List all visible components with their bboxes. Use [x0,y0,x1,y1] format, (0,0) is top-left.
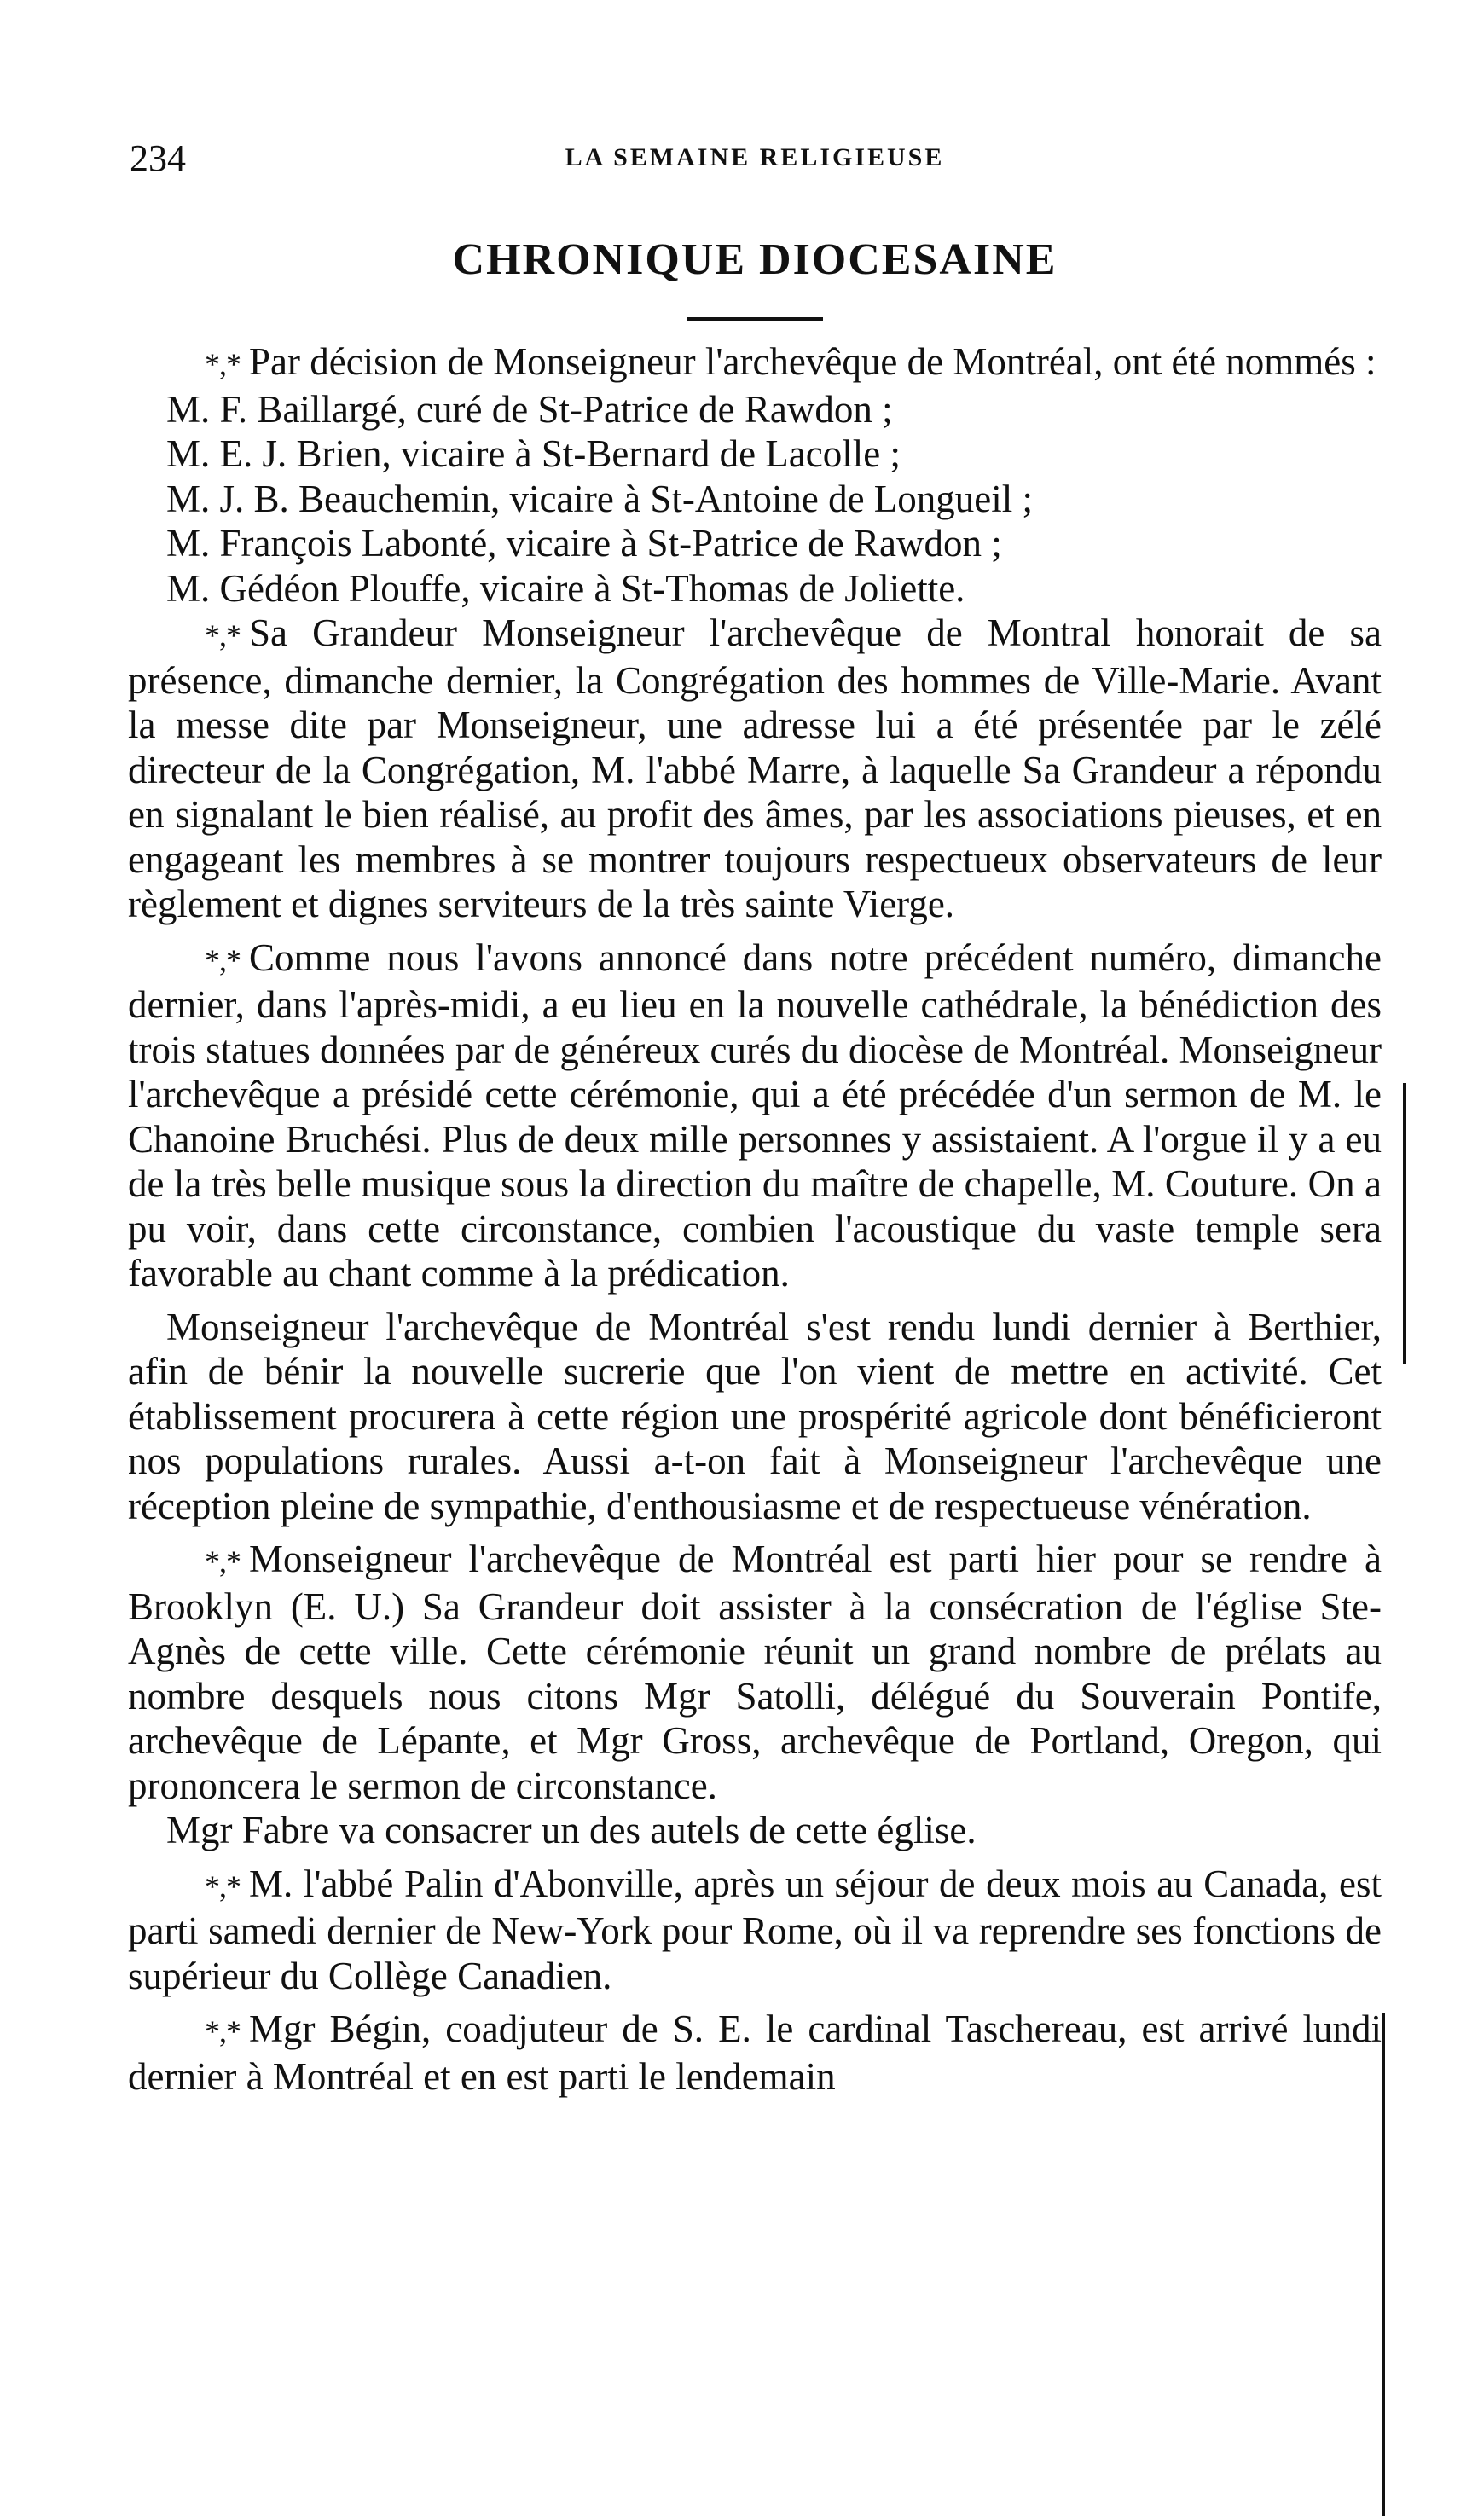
paragraph-text: Comme nous l'avons annoncé dans notre précédent numéro, dimanche dernier, dans l'après-midi, a eu lieu en la nouvelle cathédrale, la bénédiction des trois statues données par de généreux curés du diocèse de Montréal. Monseigneur l'archevêque a présidé cette cérémonie, qui a été précédée d'un sermon de M. le Chanoine Bruchési. Plus de deux mille personnes y assistaient. A l'orgue il y a eu de la très belle musique sous la direction du maître de chapelle, M. Couture. On a pu voir, dans cette circonstance, combien l'acoustique du vaste temple sera favorable au chant comme à la prédication. [128,936,1382,1295]
paragraph-congregation [128,611,1382,927]
asterism-ornament: *,* [205,942,241,977]
paragraph-text: Monseigneur l'archevêque de Montréal est parti hier pour se rendre à Brooklyn (E. U.) Sa Grandeur doit assister à la consécration de l'église Ste-Agnès de cette ville. Cette cérémonie réunit un grand nombre de prélats au nombre desquels nous citons Mgr Satolli, délégué du Souverain Pontife, archevêque de Lépante, et Mgr Gross, archevêque de Portland, Oregon, qui prononcera le sermon de circonstance. [128,1538,1382,1807]
intro-paragraph [128,339,1382,387]
asterism-ornament: *,* [205,1544,241,1579]
appointment-item: M. Gédéon Plouffe, vicaire à St-Thomas de Joliette. [166,566,965,610]
paragraph-palin [128,1862,1382,1999]
appointment-item: M. François Labonté, vicaire à St-Patrice de Rawdon ; [166,522,1002,565]
intro-text: Par décision de Monseigneur l'archevêque de Montréal, ont été nommés : [249,340,1376,383]
appointment-item: M. E. J. Brien, vicaire à St-Bernard de Lacolle ; [166,432,901,475]
asterism-ornament: *,* [205,1868,241,1903]
paragraph-berthier: Monseigneur l'archevêque de Montréal s'est rendu lundi dernier à Berthier, afin de bénir la nouvelle sucrerie que l'on vient de mettre en activité. Cet établissement procurera à cette région une prospérité agricole dont bénéficieront nos populations rurales. Aussi a-t-on fait à Monseigneur l'archevêque une réception pleine de sympathie, d'enthousiasme et de respectueuse vénération. [128,1305,1382,1527]
journal-title: LA SEMAINE RELIGIEUSE [565,143,945,171]
title-rule [687,317,823,321]
scan-margin-line [1403,1083,1406,1364]
paragraph-cathedral [128,936,1382,1296]
section-title: CHRONIQUE DIOCESAINE [452,235,1058,284]
appointment-item: M. J. B. Beauchemin, vicaire à St-Antoine de Longueil ; [166,477,1034,520]
page-number: 234 [130,137,186,179]
appointment-item: M. F. Baillargé, curé de St-Patrice de Rawdon ; [166,387,893,431]
asterism-ornament: *,* [205,2014,241,2048]
asterism-ornament: *,* [205,347,241,381]
paragraph-text: Sa Grandeur Monseigneur l'archevêque de Montral honorait de sa présence, dimanche dernier, la Congrégation des hommes de Ville-Marie. Avant la messe dite par Monseigneur, une adresse lui a été présentée par le zélé directeur de la Congrégation, M. l'abbé Marre, à laquelle Sa Grandeur a répondu en signalant le bien réalisé, au profit des âmes, par les associations pieuses, et en engageant les membres à se montrer toujours respectueux observateurs de leur règlement et dignes serviteurs de la très sainte Vierge. [128,611,1382,925]
document-page [128,128,1382,2482]
paragraph-text: Mgr Bégin, coadjuteur de S. E. le cardinal Taschereau, est arrivé lundi dernier à Montréal et en est parti le lendemain [128,2007,1382,2098]
asterism-ornament: *,* [205,618,241,652]
scan-margin-line [1382,2013,1385,2516]
paragraph-text: M. l'abbé Palin d'Abonville, après un séjour de deux mois au Canada, est parti samedi dernier de New-York pour Rome, où il va reprendre ses fonctions de supérieur du Collège Canadien. [128,1862,1382,1997]
paragraph-brooklyn [128,1537,1382,1808]
running-head [128,128,1382,188]
paragraph-begin [128,2007,1382,2099]
paragraph-fabre: Mgr Fabre va consacrer un des autels de cette église. [166,1809,977,1851]
article-body [128,339,1382,2099]
